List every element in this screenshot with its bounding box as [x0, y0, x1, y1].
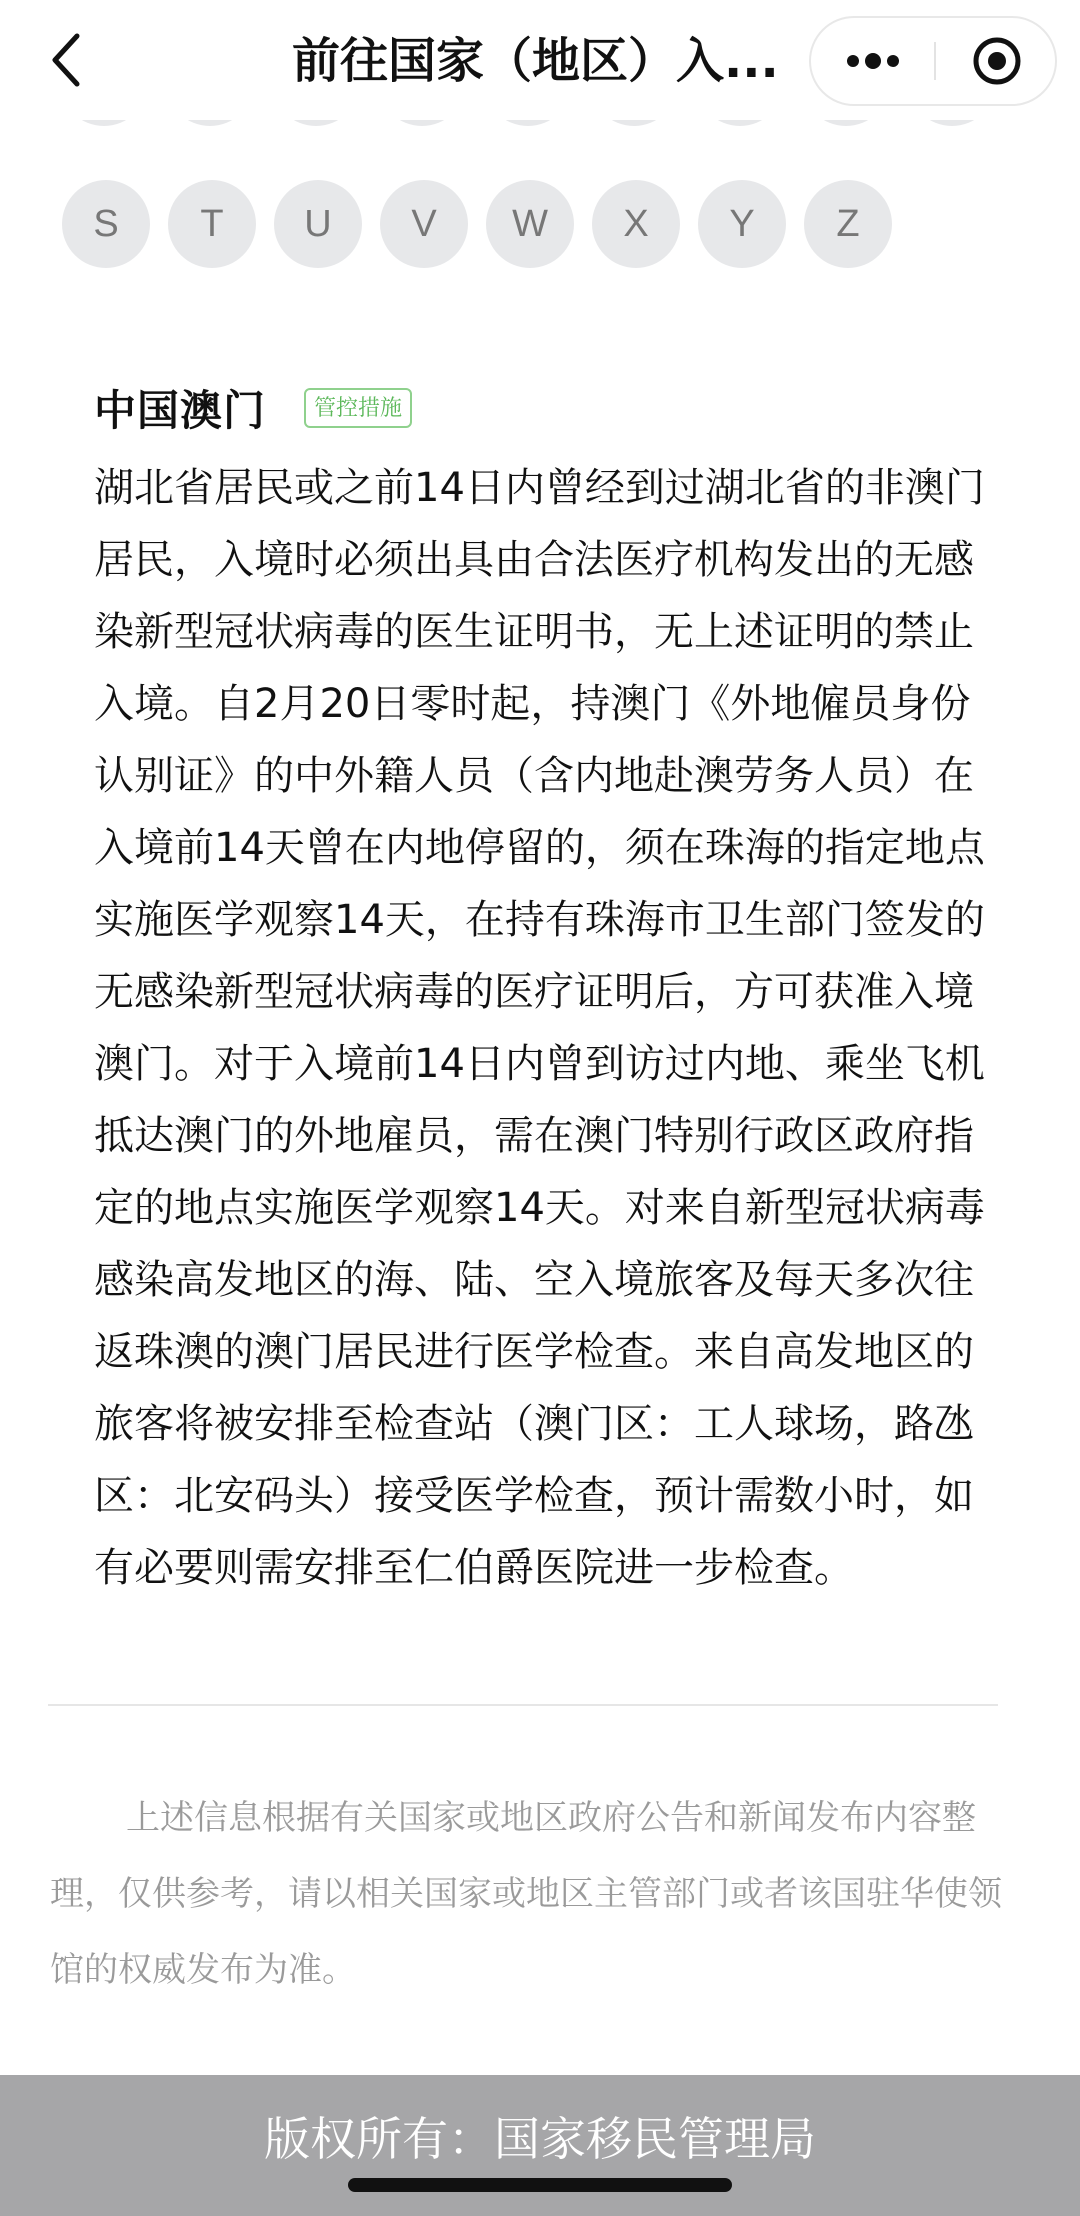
page-title: 前往国家（地区）入... — [292, 33, 779, 89]
mini-program-capsule — [809, 16, 1057, 106]
letter-x-button[interactable]: X — [592, 180, 680, 268]
country-header — [94, 378, 412, 438]
more-button[interactable] — [811, 18, 934, 104]
home-indicator[interactable] — [348, 2178, 732, 2192]
close-button[interactable] — [936, 18, 1057, 104]
letter-z-button[interactable]: Z — [804, 180, 892, 268]
letter-w-button[interactable]: W — [486, 180, 574, 268]
letter-y-button[interactable]: Y — [698, 180, 786, 268]
country-name: 中国澳门 — [94, 386, 267, 435]
divider — [48, 1704, 998, 1706]
target-close-icon — [971, 35, 1023, 87]
letter-v-button[interactable]: V — [380, 180, 468, 268]
disclaimer-text: 上述信息根据有关国家或地区政府公告和新闻发布内容整理，仅供参考，请以相关国家或地区主管部门或者该国驻华使领馆的权威发布为准。 — [50, 1798, 1002, 1990]
nav-bar — [0, 0, 1080, 120]
letter-u-button[interactable]: U — [274, 180, 362, 268]
control-measures-tag: 管控措施 — [304, 388, 412, 428]
letter-t-button[interactable]: T — [168, 180, 256, 268]
chevron-left-icon — [49, 32, 83, 88]
footer — [0, 2075, 1080, 2216]
more-dots-icon — [843, 51, 903, 71]
copyright-text: 版权所有：国家移民管理局 — [264, 2112, 816, 2166]
country-policy-text: 湖北省居民或之前14日内曾经到过湖北省的非澳门居民，入境时必须出具由合法医疗机构发出的无感染新型冠状病毒的医生证明书，无上述证明的禁止入境。自2月20日零时起，持澳门《外地僱员身份认别证》的中外籍人员（含内地赴澳劳务人员）在入境前14天曾在内地停留的，须在珠海的指定地点实施医学观察14天，在持有珠海市卫生部门签发的无感染新型冠状病毒的医疗证明后，方可获准入境澳门。对于入境前14日内曾到访过内地、乘坐飞机抵达澳门的外地雇员，需在澳门特别行政区政府指定的地点实施医学观察14天。对来自新型冠状病毒感染高发地区的海、陆、空入境旅客及每天多次往返珠澳的澳门居民进行医学检查。来自高发地区的旅客将被安排至检查站（澳门区：工人球场，路氹区：北安码头）接受医学检查，预计需数小时，如有必要则需安排至仁伯爵医院进一步检查。 — [94, 465, 985, 1591]
letter-s-button[interactable]: S — [62, 180, 150, 268]
back-button[interactable] — [36, 30, 96, 90]
